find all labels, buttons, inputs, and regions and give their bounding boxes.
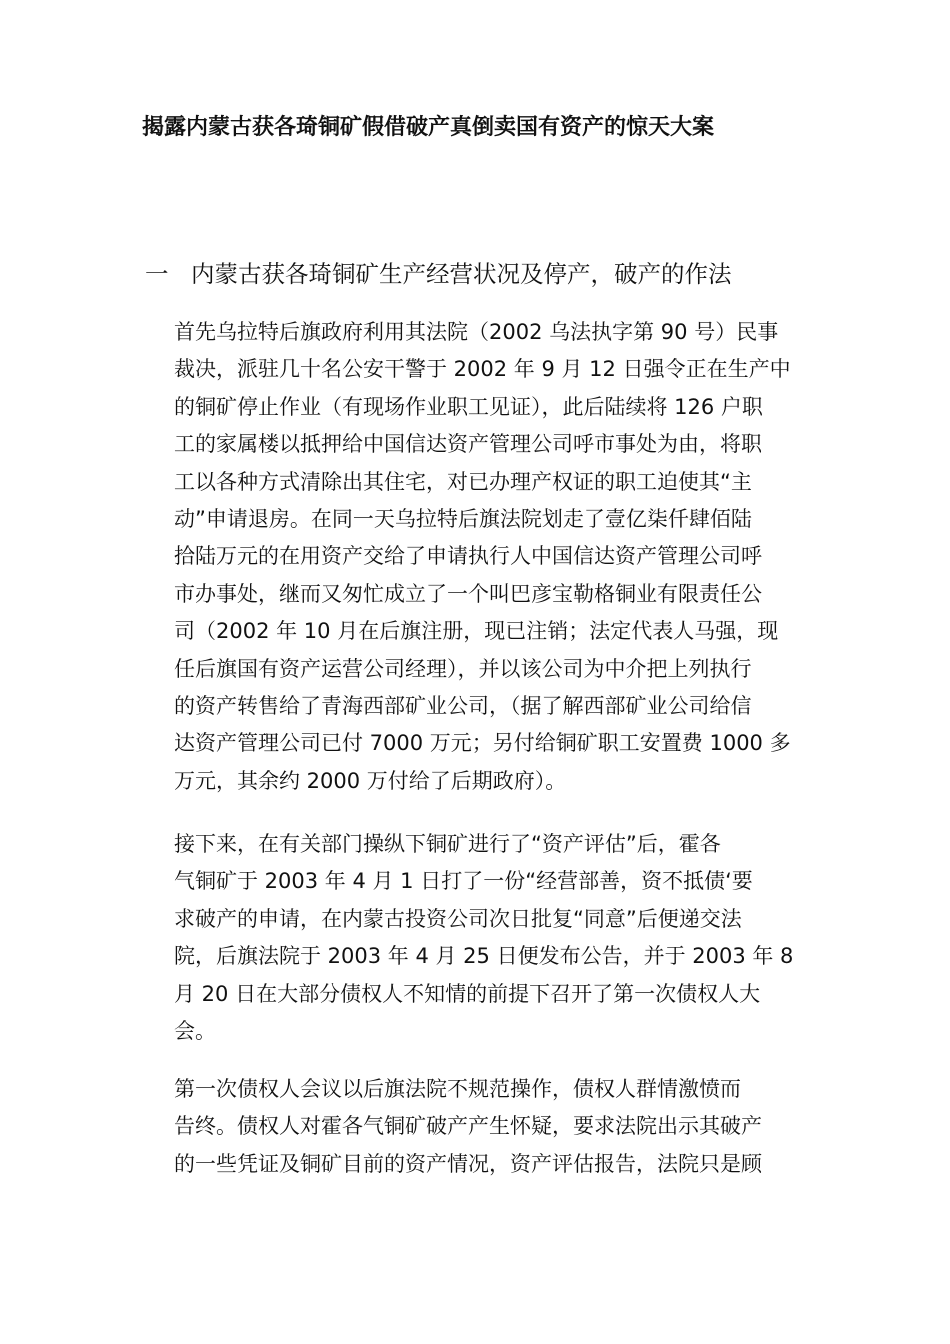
section-heading	[145, 256, 825, 292]
paragraph-line: 接下来，在有关部门操纵下铜矿进行了“资产评估”后，霍各	[174, 832, 721, 856]
paragraph-line: 首先乌拉特后旗政府利用其法院（2002 乌法执字第 90 号）民事	[174, 320, 779, 344]
section-heading-text: 内蒙古获各琦铜矿生产经营状况及停产，破产的作法	[191, 260, 732, 288]
paragraph-line: 司（2002 年 10 月在后旗注册，现已注销；法定代表人马强，现	[174, 619, 779, 644]
paragraph-line: 万元，其余约 2000 万付给了后期政府）。	[174, 768, 567, 793]
paragraph-line: 会。	[174, 1018, 216, 1043]
paragraph-line: 第一次债权人会议以后旗法院不规范操作，债权人群情激愤而	[174, 1077, 741, 1101]
paragraph-line: 工以各种方式清除出其住宅，对已办理产权证的职工迫使其“主	[174, 469, 752, 494]
paragraph-line: 求破产的申请，在内蒙古投资公司次日批复“同意”后便递交法	[174, 906, 742, 931]
paragraph-line: 告终。债权人对霍各气铜矿破产产生怀疑，要求法院出示其破产	[174, 1114, 762, 1139]
paragraph-line: 裁决，派驻几十名公安干警于 2002 年 9 月 12 日强令正在生产中	[174, 357, 791, 382]
paragraph-line: 工的家属楼以抵押给中国信达资产管理公司呼市事处为由，将职	[174, 432, 762, 457]
paragraph-line: 达资产管理公司已付 7000 万元；另付给铜矿职工安置费 1000 多	[174, 731, 791, 756]
paragraph-line: 月 20 日在大部分债权人不知情的前提下召开了第一次债权人大	[174, 981, 761, 1006]
paragraph-line: 的一些凭证及铜矿目前的资产情况，资产评估报告，法院只是顾	[174, 1151, 762, 1176]
paragraph-2	[174, 826, 814, 1050]
paragraph-line: 的资产转售给了青海西部矿业公司，（据了解西部矿业公司给信	[174, 693, 752, 718]
paragraph-line: 任后旗国有资产运营公司经理），并以该公司为中介把上列执行	[174, 656, 752, 681]
section-number: 一	[145, 260, 169, 288]
paragraph-line: 拾陆万元的在用资产交给了申请执行人中国信达资产管理公司呼	[174, 544, 762, 569]
paragraph-1	[174, 314, 814, 800]
paragraph-line: 的铜矿停止作业（有现场作业职工见证），此后陆续将 126 户职	[174, 394, 763, 419]
document-title: 揭露内蒙古获各琦铜矿假借破产真倒卖国有资产的惊天大案	[142, 115, 715, 140]
paragraph-line: 气铜矿于 2003 年 4 月 1 日打了一份“经营部善，资不抵债‘要	[174, 869, 753, 894]
paragraph-3	[174, 1071, 814, 1183]
paragraph-line: 动”申请退房。在同一天乌拉特后旗法院划走了壹亿柒仟肆佰陆	[174, 506, 752, 531]
paragraph-line: 市办事处，继而又匆忙成立了一个叫巴彦宝勒格铜业有限责任公	[174, 581, 762, 606]
paragraph-line: 院，后旗法院于 2003 年 4 月 25 日便发布公告，并于 2003 年 8	[174, 944, 794, 969]
